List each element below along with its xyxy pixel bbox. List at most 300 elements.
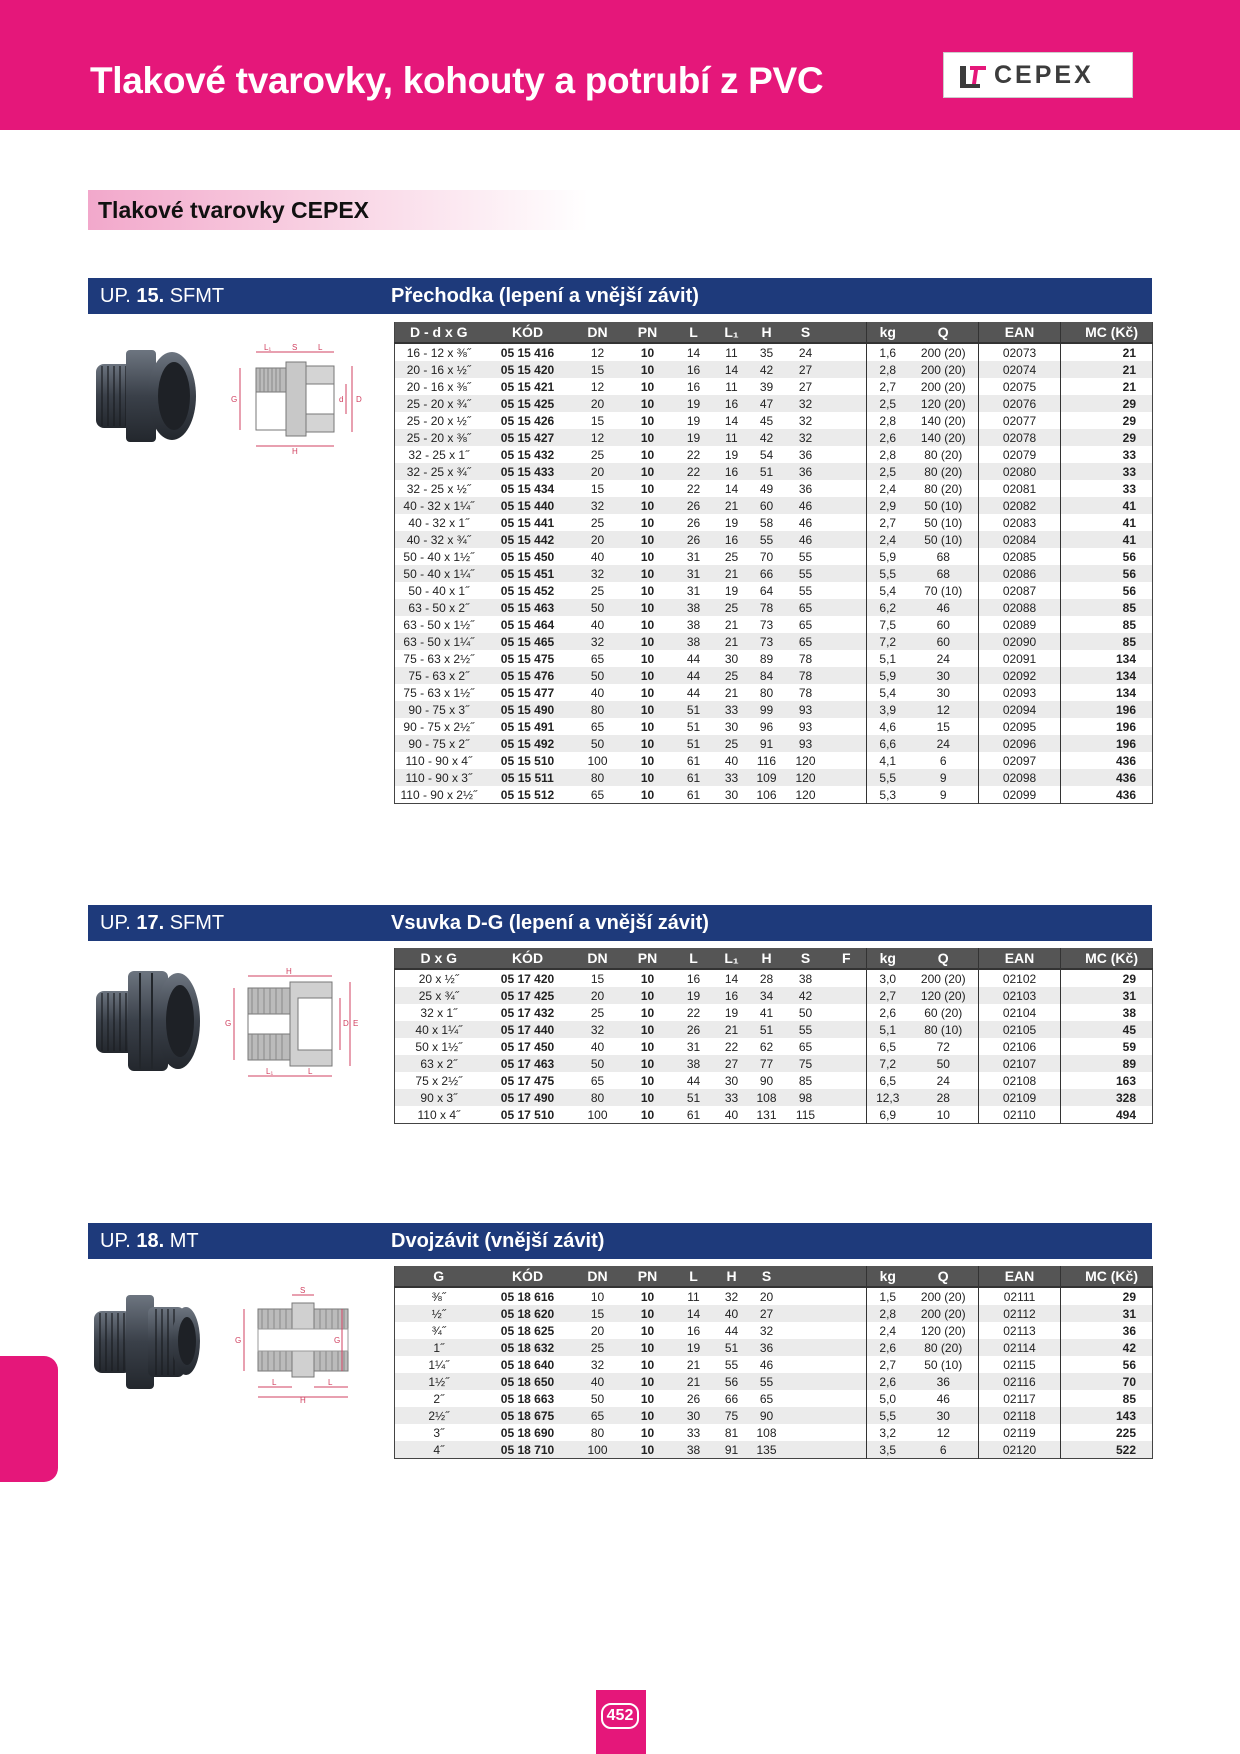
table-cell: 34 bbox=[749, 987, 785, 1004]
table-cell: 20 bbox=[573, 987, 623, 1004]
table-cell: 05 15 420 bbox=[483, 361, 573, 378]
table-cell bbox=[785, 1287, 827, 1305]
dim-label: S bbox=[300, 1286, 306, 1295]
table-cell: 27 bbox=[785, 361, 827, 378]
table-row bbox=[395, 514, 1153, 531]
table-cell: 05 18 663 bbox=[483, 1390, 573, 1407]
table-cell: 46 bbox=[785, 497, 827, 514]
table-cell: 80 (10) bbox=[909, 1021, 979, 1038]
table-cell: 35 bbox=[749, 343, 785, 361]
table-cell: 66 bbox=[749, 565, 785, 582]
table-cell: 10 bbox=[623, 463, 673, 480]
table-cell bbox=[827, 343, 867, 361]
table-cell: 40 bbox=[573, 616, 623, 633]
table-cell: 75 bbox=[785, 1055, 827, 1072]
table-cell: 84 bbox=[749, 667, 785, 684]
table-cell: 32 bbox=[785, 412, 827, 429]
dim-label: G bbox=[225, 1019, 232, 1028]
column-header bbox=[827, 1266, 867, 1287]
column-header: KÓD bbox=[483, 1266, 573, 1287]
table-cell: 50 bbox=[573, 667, 623, 684]
table-cell: 45 bbox=[749, 412, 785, 429]
table-cell: 7,2 bbox=[867, 1055, 909, 1072]
table-cell: 10 bbox=[623, 684, 673, 701]
table-cell: 19 bbox=[673, 429, 715, 446]
table-cell: 10 bbox=[623, 650, 673, 667]
table-cell: 4˝ bbox=[395, 1441, 483, 1459]
table-cell: 20 bbox=[573, 463, 623, 480]
table-cell bbox=[827, 752, 867, 769]
table-cell: 11 bbox=[715, 343, 749, 361]
column-header: DN bbox=[573, 322, 623, 343]
table-cell bbox=[827, 1339, 867, 1356]
table-cell: 5,1 bbox=[867, 1021, 909, 1038]
table-cell: 10 bbox=[623, 1441, 673, 1459]
table-cell: 32 bbox=[785, 395, 827, 412]
table-cell: 27 bbox=[749, 1305, 785, 1322]
table-cell: 05 15 425 bbox=[483, 395, 573, 412]
table-cell bbox=[785, 1373, 827, 1390]
table-cell: 10 bbox=[623, 1038, 673, 1055]
table-cell: 05 18 616 bbox=[483, 1287, 573, 1305]
table-cell: 4,1 bbox=[867, 752, 909, 769]
table-cell: 68 bbox=[909, 548, 979, 565]
page-header bbox=[0, 0, 1240, 130]
table-cell: 5,3 bbox=[867, 786, 909, 804]
table-cell: 2,4 bbox=[867, 1322, 909, 1339]
table-cell bbox=[785, 1356, 827, 1373]
table-cell: 78 bbox=[785, 667, 827, 684]
page-title: Tlakové tvarovky, kohouty a potrubí z PVC bbox=[90, 60, 824, 101]
table-row bbox=[395, 582, 1153, 599]
table-cell bbox=[827, 1424, 867, 1441]
table-cell: 05 15 442 bbox=[483, 531, 573, 548]
table-cell: 98 bbox=[785, 1089, 827, 1106]
table-row bbox=[395, 701, 1153, 718]
table-cell: 40 - 32 x 1˝ bbox=[395, 514, 483, 531]
table-cell: 32 bbox=[715, 1287, 749, 1305]
table-cell: 49 bbox=[749, 480, 785, 497]
table-cell: 25 bbox=[573, 582, 623, 599]
table-cell: 15 bbox=[573, 361, 623, 378]
table-cell bbox=[785, 1322, 827, 1339]
table-cell: 20 - 16 x ½˝ bbox=[395, 361, 483, 378]
table-cell: 02078 bbox=[979, 429, 1061, 446]
table-cell: 02086 bbox=[979, 565, 1061, 582]
table-cell: 14 bbox=[673, 343, 715, 361]
table-cell: 30 bbox=[909, 1407, 979, 1424]
table-cell: 36 bbox=[785, 463, 827, 480]
table-cell: 55 bbox=[715, 1356, 749, 1373]
table-cell: 05 17 490 bbox=[483, 1089, 573, 1106]
table-row bbox=[395, 735, 1153, 752]
table-cell: 93 bbox=[785, 735, 827, 752]
table-row bbox=[395, 343, 1153, 361]
table-cell: 19 bbox=[715, 446, 749, 463]
table-cell: 02080 bbox=[979, 463, 1061, 480]
table-cell: 02073 bbox=[979, 343, 1061, 361]
table-cell: 10 bbox=[623, 1089, 673, 1106]
table-row bbox=[395, 769, 1153, 786]
table-cell: 26 bbox=[673, 1021, 715, 1038]
table-cell: 21 bbox=[715, 633, 749, 650]
table-cell: 75 - 63 x 2˝ bbox=[395, 667, 483, 684]
table-cell: 32 bbox=[573, 565, 623, 582]
table-cell: 40 bbox=[573, 1373, 623, 1390]
table-cell: 50 (10) bbox=[909, 514, 979, 531]
table-cell: 14 bbox=[715, 969, 749, 987]
table-cell bbox=[827, 1072, 867, 1089]
table-cell: 50 x 1½˝ bbox=[395, 1038, 483, 1055]
table-cell: 85 bbox=[1061, 616, 1153, 633]
table-cell: 15 bbox=[573, 480, 623, 497]
dim-label: H bbox=[286, 968, 292, 976]
column-header: D - d x G bbox=[395, 322, 483, 343]
table-cell: 22 bbox=[673, 1004, 715, 1021]
table-cell: 108 bbox=[749, 1089, 785, 1106]
table-cell bbox=[827, 361, 867, 378]
table-cell: 1,5 bbox=[867, 1287, 909, 1305]
column-header: G bbox=[395, 1266, 483, 1287]
table-cell: 02088 bbox=[979, 599, 1061, 616]
table-cell: 51 bbox=[749, 463, 785, 480]
table-cell: 12,3 bbox=[867, 1089, 909, 1106]
table-cell: 02087 bbox=[979, 582, 1061, 599]
table-cell: 14 bbox=[715, 412, 749, 429]
table-cell: 225 bbox=[1061, 1424, 1153, 1441]
table-cell: ¾˝ bbox=[395, 1322, 483, 1339]
table-cell: 143 bbox=[1061, 1407, 1153, 1424]
table-cell: 110 - 90 x 3˝ bbox=[395, 769, 483, 786]
table-cell: 2,6 bbox=[867, 1004, 909, 1021]
table-row bbox=[395, 684, 1153, 701]
table-cell: 40 bbox=[715, 752, 749, 769]
column-header: L₁ bbox=[715, 322, 749, 343]
cepex-logo-icon bbox=[956, 62, 990, 90]
table-cell: 10 bbox=[623, 633, 673, 650]
table-cell: 31 bbox=[1061, 987, 1153, 1004]
table-cell: 26 bbox=[673, 514, 715, 531]
column-header: H bbox=[749, 322, 785, 343]
table-cell: 5,4 bbox=[867, 582, 909, 599]
table-row bbox=[395, 752, 1153, 769]
table-row bbox=[395, 1072, 1153, 1089]
table-cell: 200 (20) bbox=[909, 1287, 979, 1305]
table-cell: 120 (20) bbox=[909, 395, 979, 412]
table-cell: 75 bbox=[715, 1407, 749, 1424]
dim-label: L bbox=[272, 1378, 277, 1387]
table-cell: 21 bbox=[673, 1373, 715, 1390]
table-cell: 05 18 640 bbox=[483, 1356, 573, 1373]
column-header: Q bbox=[909, 948, 979, 969]
table-cell: 10 bbox=[623, 395, 673, 412]
table-cell: 436 bbox=[1061, 769, 1153, 786]
dim-label: S bbox=[292, 343, 298, 352]
table-cell: 21 bbox=[715, 1021, 749, 1038]
table-cell: 55 bbox=[785, 582, 827, 599]
table-cell: 05 15 491 bbox=[483, 718, 573, 735]
table-cell: 02097 bbox=[979, 752, 1061, 769]
table-cell: 02082 bbox=[979, 497, 1061, 514]
table-cell: 02079 bbox=[979, 446, 1061, 463]
table-cell: 120 bbox=[785, 752, 827, 769]
table-cell: 05 15 440 bbox=[483, 497, 573, 514]
table-cell bbox=[827, 548, 867, 565]
table-cell bbox=[827, 378, 867, 395]
table-cell: 19 bbox=[715, 1004, 749, 1021]
table-cell: 24 bbox=[909, 1072, 979, 1089]
table-cell: 51 bbox=[749, 1021, 785, 1038]
table-cell: 24 bbox=[909, 650, 979, 667]
table-cell: 16 bbox=[673, 969, 715, 987]
dim-label: L₁ bbox=[266, 1067, 274, 1076]
table-cell: 70 bbox=[1061, 1373, 1153, 1390]
table-cell: 80 bbox=[573, 1424, 623, 1441]
table-cell: 05 17 475 bbox=[483, 1072, 573, 1089]
table-cell: 90 - 75 x 2˝ bbox=[395, 735, 483, 752]
table-row bbox=[395, 1424, 1153, 1441]
table-cell: 80 bbox=[749, 684, 785, 701]
table-cell: 30 bbox=[909, 684, 979, 701]
table-cell: 77 bbox=[749, 1055, 785, 1072]
table-row bbox=[395, 1021, 1153, 1038]
table-cell: 80 bbox=[573, 1089, 623, 1106]
table-cell: 196 bbox=[1061, 701, 1153, 718]
table-cell bbox=[785, 1390, 827, 1407]
table-cell: 21 bbox=[715, 565, 749, 582]
table-cell: 05 17 432 bbox=[483, 1004, 573, 1021]
table-cell: 44 bbox=[673, 650, 715, 667]
table-cell: 80 bbox=[573, 701, 623, 718]
table-cell: 30 bbox=[673, 1407, 715, 1424]
table-cell: 200 (20) bbox=[909, 378, 979, 395]
table-cell: 6,5 bbox=[867, 1072, 909, 1089]
table-cell: 29 bbox=[1061, 969, 1153, 987]
table-cell: 25 bbox=[573, 446, 623, 463]
table-cell: 65 bbox=[785, 616, 827, 633]
table-row bbox=[395, 633, 1153, 650]
table-cell: 02108 bbox=[979, 1072, 1061, 1089]
table-cell: 05 15 441 bbox=[483, 514, 573, 531]
table-cell: 55 bbox=[785, 1021, 827, 1038]
table-row bbox=[395, 599, 1153, 616]
table-cell: 40 bbox=[715, 1106, 749, 1124]
table-cell: 63 - 50 x 1½˝ bbox=[395, 616, 483, 633]
table-cell: 19 bbox=[673, 1339, 715, 1356]
table-row bbox=[395, 1305, 1153, 1322]
table-cell bbox=[827, 1305, 867, 1322]
table-cell: 10 bbox=[623, 1072, 673, 1089]
table-cell: 10 bbox=[623, 497, 673, 514]
table-cell: 436 bbox=[1061, 752, 1153, 769]
table-cell: 05 15 451 bbox=[483, 565, 573, 582]
table-cell: 16 bbox=[673, 378, 715, 395]
table-cell: 56 bbox=[1061, 1356, 1153, 1373]
table-cell: 78 bbox=[785, 684, 827, 701]
table-cell: 5,0 bbox=[867, 1390, 909, 1407]
table-cell: 05 15 426 bbox=[483, 412, 573, 429]
column-header: H bbox=[715, 1266, 749, 1287]
table-cell: 81 bbox=[715, 1424, 749, 1441]
column-header: S bbox=[749, 1266, 785, 1287]
table-cell: 47 bbox=[749, 395, 785, 412]
table-cell: 38 bbox=[673, 1441, 715, 1459]
table-cell: 2,6 bbox=[867, 1339, 909, 1356]
table-cell: 02092 bbox=[979, 667, 1061, 684]
column-header: PN bbox=[623, 1266, 673, 1287]
table-cell: 10 bbox=[623, 735, 673, 752]
table-cell: 93 bbox=[785, 701, 827, 718]
table-cell: 40 bbox=[573, 1038, 623, 1055]
table-cell: 02091 bbox=[979, 650, 1061, 667]
dim-label: L bbox=[308, 1067, 313, 1076]
table-cell: 02114 bbox=[979, 1339, 1061, 1356]
table-cell: 2,7 bbox=[867, 987, 909, 1004]
table-cell: 56 bbox=[1061, 582, 1153, 599]
table-cell: 16 bbox=[715, 463, 749, 480]
table-cell: 110 x 4˝ bbox=[395, 1106, 483, 1124]
column-header: D x G bbox=[395, 948, 483, 969]
table-cell: 46 bbox=[785, 531, 827, 548]
table-cell: 02107 bbox=[979, 1055, 1061, 1072]
table-cell: 10 bbox=[623, 429, 673, 446]
table-cell: 21 bbox=[715, 616, 749, 633]
table-cell: 05 15 416 bbox=[483, 343, 573, 361]
table-cell: 120 bbox=[785, 769, 827, 786]
table-cell: 05 15 510 bbox=[483, 752, 573, 769]
table-cell: 16 - 12 x ⅜˝ bbox=[395, 343, 483, 361]
table-cell: 31 bbox=[673, 548, 715, 565]
column-header: EAN bbox=[979, 322, 1061, 343]
dim-label: E bbox=[353, 1019, 359, 1028]
table-cell: 80 (20) bbox=[909, 446, 979, 463]
table-cell: 54 bbox=[749, 446, 785, 463]
table-cell: 196 bbox=[1061, 718, 1153, 735]
table-cell: 10 bbox=[623, 582, 673, 599]
table-cell: 70 bbox=[749, 548, 785, 565]
table-cell: 42 bbox=[749, 429, 785, 446]
table-cell: 2½˝ bbox=[395, 1407, 483, 1424]
table-cell: 134 bbox=[1061, 684, 1153, 701]
table-cell: 65 bbox=[573, 786, 623, 804]
table-cell: 11 bbox=[715, 378, 749, 395]
table-cell: 25 bbox=[715, 599, 749, 616]
table-header-row bbox=[395, 948, 1153, 969]
table-cell: 10 bbox=[623, 343, 673, 361]
table-cell: 40 bbox=[573, 548, 623, 565]
column-header: DN bbox=[573, 1266, 623, 1287]
table-cell: 50 - 40 x 1½˝ bbox=[395, 548, 483, 565]
table-row bbox=[395, 650, 1153, 667]
table-cell: 36 bbox=[1061, 1322, 1153, 1339]
table-row bbox=[395, 616, 1153, 633]
table-cell: 89 bbox=[749, 650, 785, 667]
table-cell: 10 bbox=[623, 480, 673, 497]
table-cell: 30 bbox=[715, 786, 749, 804]
table-cell: 02095 bbox=[979, 718, 1061, 735]
table-cell: 20 bbox=[573, 531, 623, 548]
table-cell: 02120 bbox=[979, 1441, 1061, 1459]
table-cell bbox=[827, 735, 867, 752]
table-cell: 02113 bbox=[979, 1322, 1061, 1339]
table-cell: 110 - 90 x 2½˝ bbox=[395, 786, 483, 804]
table-cell bbox=[827, 633, 867, 650]
table-cell: 5,5 bbox=[867, 565, 909, 582]
table-cell: 24 bbox=[785, 343, 827, 361]
table-cell: 1˝ bbox=[395, 1339, 483, 1356]
table-cell: 6 bbox=[909, 1441, 979, 1459]
table-cell: 131 bbox=[749, 1106, 785, 1124]
table-cell: 33 bbox=[715, 1089, 749, 1106]
table-cell: 02098 bbox=[979, 769, 1061, 786]
table-cell: 32 bbox=[573, 1356, 623, 1373]
table-cell: 16 bbox=[715, 395, 749, 412]
table-cell: 11 bbox=[673, 1287, 715, 1305]
product-title: Dvojzávit (vnější závit) bbox=[391, 1230, 605, 1252]
table-cell: 02112 bbox=[979, 1305, 1061, 1322]
table-cell: 96 bbox=[749, 718, 785, 735]
table-cell: 65 bbox=[749, 1390, 785, 1407]
table-cell: 02084 bbox=[979, 531, 1061, 548]
table-cell: 90 bbox=[749, 1407, 785, 1424]
table-cell: 02076 bbox=[979, 395, 1061, 412]
table-cell: 12 bbox=[909, 701, 979, 718]
table-cell: 05 15 463 bbox=[483, 599, 573, 616]
table-cell: 05 15 427 bbox=[483, 429, 573, 446]
table-cell: 16 bbox=[715, 531, 749, 548]
table-cell: 05 15 490 bbox=[483, 701, 573, 718]
table-cell: 65 bbox=[573, 1072, 623, 1089]
table-cell: 328 bbox=[1061, 1089, 1153, 1106]
table-cell: 33 bbox=[1061, 446, 1153, 463]
table-cell: 1¼˝ bbox=[395, 1356, 483, 1373]
table-cell: 90 bbox=[749, 1072, 785, 1089]
table-row bbox=[395, 1038, 1153, 1055]
table-cell: 36 bbox=[785, 480, 827, 497]
table-cell: 02106 bbox=[979, 1038, 1061, 1055]
table-cell: 2,4 bbox=[867, 531, 909, 548]
table-cell: 200 (20) bbox=[909, 969, 979, 987]
table-header-row bbox=[395, 1266, 1153, 1287]
product-title: Vsuvka D-G (lepení a vnější závit) bbox=[391, 912, 709, 934]
table-cell: 56 bbox=[1061, 548, 1153, 565]
table-cell: 200 (20) bbox=[909, 343, 979, 361]
spec-table-up17 bbox=[394, 948, 1153, 1124]
table-cell: 200 (20) bbox=[909, 361, 979, 378]
table-cell: 25 bbox=[573, 1339, 623, 1356]
table-cell: 85 bbox=[1061, 633, 1153, 650]
table-cell: 436 bbox=[1061, 786, 1153, 804]
table-cell: 62 bbox=[749, 1038, 785, 1055]
table-cell: 46 bbox=[909, 1390, 979, 1407]
column-header: L₁ bbox=[715, 948, 749, 969]
table-cell: 25 - 20 x ½˝ bbox=[395, 412, 483, 429]
spec-table-up18 bbox=[394, 1266, 1153, 1459]
table-cell: 05 15 492 bbox=[483, 735, 573, 752]
table-cell bbox=[827, 1356, 867, 1373]
table-cell: 16 bbox=[673, 1322, 715, 1339]
table-cell: 10 bbox=[623, 1322, 673, 1339]
table-cell: 32 bbox=[749, 1322, 785, 1339]
table-cell: 90 - 75 x 3˝ bbox=[395, 701, 483, 718]
table-cell: 51 bbox=[673, 701, 715, 718]
table-cell: 05 15 475 bbox=[483, 650, 573, 667]
table-cell: 16 bbox=[673, 361, 715, 378]
table-cell: 40 bbox=[573, 684, 623, 701]
table-row bbox=[395, 1390, 1153, 1407]
table-cell: 494 bbox=[1061, 1106, 1153, 1124]
table-cell: 30 bbox=[715, 1072, 749, 1089]
